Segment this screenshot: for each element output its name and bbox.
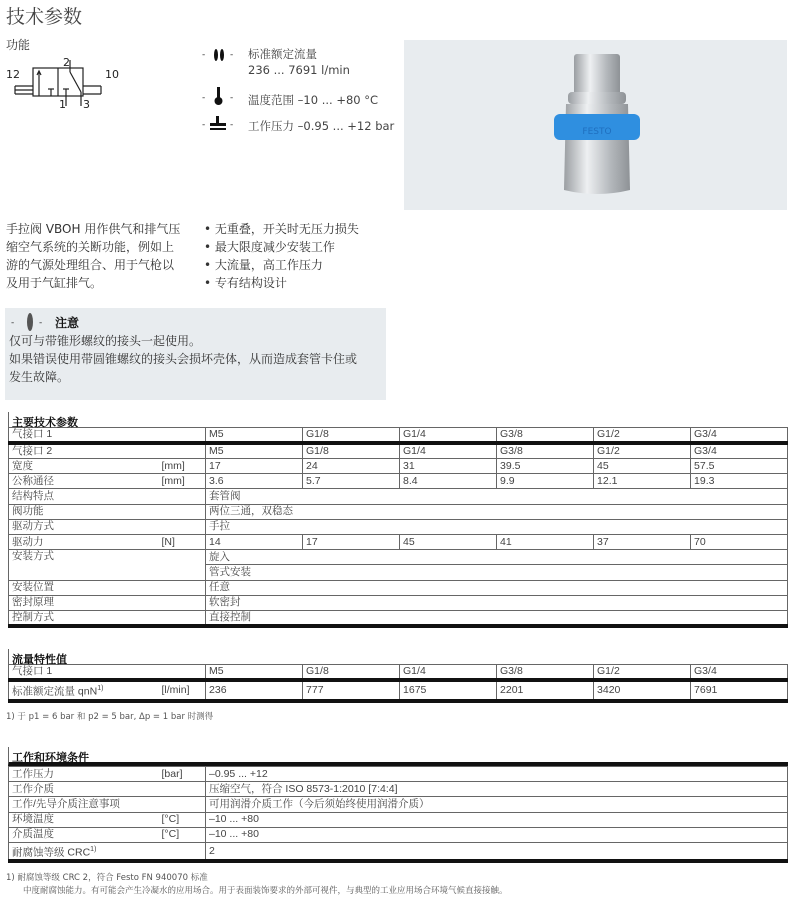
port-3-label: 3 (83, 98, 90, 111)
table-cell: 工作压力 (9, 767, 159, 782)
feature-item: • 专有结构设计 (204, 276, 287, 290)
table-cell: G1/4 (400, 428, 497, 444)
table-row (9, 519, 788, 534)
warning-icon (9, 312, 49, 332)
table-cell (159, 504, 206, 519)
table-cell: 安装位置 (9, 580, 159, 595)
table-cell: 7691 (691, 680, 788, 701)
notice-line: 如果错误使用带圆锥螺纹的接头会损坏壳体，从而造成套管卡住或 (9, 352, 358, 366)
notice-line: 仅可与带锥形螺纹的接头一起使用。 (9, 334, 202, 348)
table-cell: 45 (594, 459, 691, 474)
function-label: 功能 (6, 38, 31, 52)
table-cell: 57.5 (691, 459, 788, 474)
table-title: 流量特性值 (8, 649, 788, 664)
table-cell: M5 (206, 428, 303, 444)
table-cell (159, 842, 206, 861)
table-cell (159, 519, 206, 534)
table-cell: [bar] (159, 767, 206, 782)
env-footnote-1: 1) 耐腐蚀等级 CRC 2，符合 Festo FN 940070 标准 (6, 873, 208, 883)
table-cell: G1/8 (303, 443, 400, 459)
table-cell: 2201 (497, 680, 594, 701)
pressure-label: 工作压力 (248, 119, 294, 133)
flow-footnote: 1) 于 p1 = 6 bar 和 p2 = 5 bar, Δp = 1 bar 时测得 (6, 712, 214, 722)
port-1-label: 1 (59, 98, 66, 111)
port-2-label: 2 (63, 56, 70, 69)
svg-text:-: - (230, 50, 234, 60)
table-cell: [°C] (159, 827, 206, 842)
table-cell: 驱动方式 (9, 519, 159, 534)
table-header-row: 气接口 1 M5 G1/8 G1/4 G3/8 G1/2 G3/4 (9, 665, 788, 681)
table-row (9, 580, 788, 595)
table-cell: 17 (206, 459, 303, 474)
svg-text:-: - (39, 318, 43, 328)
table-cell: 宽度 (9, 459, 159, 474)
table-cell (159, 595, 206, 610)
table-row (9, 610, 788, 626)
table-row (9, 782, 788, 797)
table-cell: M5 (206, 443, 303, 459)
valve-symbol (6, 56, 119, 112)
table-cell: 两位三通，双稳态 (206, 504, 788, 519)
pressure-icon (200, 113, 240, 133)
table-row (9, 489, 788, 504)
table-cell: 气接口 2 (9, 443, 159, 459)
table-cell: 777 (303, 680, 400, 701)
table-cell: [°C] (159, 812, 206, 827)
flow-label: 标准额定流量 (248, 47, 317, 61)
table-cell: 3420 (594, 680, 691, 701)
table-cell: 24 (303, 459, 400, 474)
flow-value: 236 ... 7691 l/min (248, 63, 350, 77)
thermometer-icon (200, 86, 240, 106)
table-cell (159, 550, 206, 580)
table-cell: G1/2 (594, 665, 691, 681)
table-row (9, 443, 788, 459)
table-cell: G3/8 (497, 443, 594, 459)
table-cell: 公称通径 (9, 474, 159, 489)
table-cell: 5.7 (303, 474, 400, 489)
temperature-value: –10 ... +80 °C (297, 93, 379, 107)
svg-text:-: - (202, 120, 206, 130)
table-cell: 驱动力 (9, 534, 159, 549)
description-line: 手拉阀 VBOH 用作供气和排气压 (6, 222, 181, 236)
table-cell: 套管阀 (206, 489, 788, 504)
table-cell: G3/4 (691, 665, 788, 681)
brand-logo: FESTO (582, 127, 612, 137)
svg-text:-: - (202, 93, 206, 103)
table-cell: 3.6 (206, 474, 303, 489)
table-cell: M5 (206, 665, 303, 681)
table-cell: 旋入 (206, 550, 788, 565)
table-cell: –0.95 ... +12 (206, 767, 788, 782)
table-cell: 236 (206, 680, 303, 701)
table-cell: 45 (400, 534, 497, 549)
table-cell (159, 610, 206, 626)
table-cell: 12.1 (594, 474, 691, 489)
table-cell (159, 443, 206, 459)
table-cell: 工作介质 (9, 782, 159, 797)
svg-text:-: - (11, 318, 15, 328)
table-title: 主要技术参数 (8, 412, 788, 427)
table-row (9, 595, 788, 610)
page-title: 技术参数 (6, 6, 83, 28)
table-cell (159, 782, 206, 797)
table-cell: 压缩空气，符合 ISO 8573-1:2010 [7:4:4] (206, 782, 788, 797)
table-cell: 37 (594, 534, 691, 549)
port-10-label: 10 (105, 68, 119, 81)
table-cell: 结构特点 (9, 489, 159, 504)
table-row (9, 842, 788, 861)
table-cell: 1675 (400, 680, 497, 701)
table-cell: 阀功能 (9, 504, 159, 519)
table-row (9, 797, 788, 812)
table-cell: 控制方式 (9, 610, 159, 626)
table-header-row: 气接口 1 M5 G1/8 G1/4 G3/8 G1/2 G3/4 (9, 428, 788, 444)
table-cell: 9.9 (497, 474, 594, 489)
table-cell: 31 (400, 459, 497, 474)
table-row (9, 459, 788, 474)
table-cell: [mm] (159, 474, 206, 489)
table-cell: G1/4 (400, 443, 497, 459)
pressure-value: –0.95 ... +12 bar (297, 119, 395, 133)
table-row (9, 550, 788, 565)
description-line: 及用于气缸排气。 (6, 276, 103, 290)
table-cell: G1/4 (400, 665, 497, 681)
flow-icon (200, 45, 240, 65)
table-cell (159, 797, 206, 812)
table-cell: 密封原理 (9, 595, 159, 610)
table-row (9, 767, 788, 782)
table-title: 工作和环境条件 (8, 747, 788, 766)
table-cell: 耐腐蚀等级 CRC$^{1)}$ (9, 842, 159, 861)
table-row (9, 827, 788, 842)
env-footnote-2: 中度耐腐蚀能力。有可能会产生冷凝水的应用场合。用于表面装饰要求的外部可视件，与典型的工业应用场合环境气候直接接触。 (23, 886, 508, 896)
table-cell: 70 (691, 534, 788, 549)
description-line: 游的气源处理组合、用于气枪以 (6, 258, 175, 272)
table-cell: –10 ... +80 (206, 812, 788, 827)
feature-item: • 最大限度减少安装工作 (204, 240, 335, 254)
table-cell: 14 (206, 534, 303, 549)
svg-text:-: - (230, 120, 234, 130)
feature-item: • 大流量，高工作压力 (204, 258, 323, 272)
table-cell: G1/2 (594, 443, 691, 459)
table-cell: G1/2 (594, 428, 691, 444)
table-cell: 介质温度 (9, 827, 159, 842)
svg-text:-: - (230, 93, 234, 103)
table-cell: 安装方式 (9, 550, 159, 580)
table-row (9, 534, 788, 549)
table-cell: 环境温度 (9, 812, 159, 827)
table-row (9, 812, 788, 827)
table-cell: G3/4 (691, 428, 788, 444)
notice-title: 注意 (55, 316, 80, 330)
table-cell: 17 (303, 534, 400, 549)
table-cell: [mm] (159, 459, 206, 474)
table-cell: G3/8 (497, 428, 594, 444)
table-row: 标准额定流量 qnN$^{1)}$ [l/min] 236 777 1675 2201 3420 7691 (9, 680, 788, 701)
table-row (9, 504, 788, 519)
notice-box (5, 308, 386, 400)
table-cell: 管式安装 (206, 565, 788, 580)
notice-line: 发生故障。 (9, 370, 70, 384)
table-cell: 41 (497, 534, 594, 549)
table-cell: 2 (206, 842, 788, 861)
temperature-label: 温度范围 (248, 93, 294, 107)
table-cell: 直接控制 (206, 610, 788, 626)
table-cell: 软密封 (206, 595, 788, 610)
flow-table (8, 649, 788, 703)
port-12-label: 12 (6, 68, 20, 81)
table-cell: –10 ... +80 (206, 827, 788, 842)
table-cell (159, 580, 206, 595)
environment-table (8, 747, 788, 863)
table-cell: [N] (159, 534, 206, 549)
table-cell: G3/8 (497, 665, 594, 681)
table-cell: 工作/先导介质注意事项 (9, 797, 159, 812)
table-cell (159, 489, 206, 504)
table-cell: G1/8 (303, 428, 400, 444)
svg-text:-: - (202, 50, 206, 60)
table-cell: 手拉 (206, 519, 788, 534)
main-spec-table (8, 412, 788, 628)
table-cell: G1/8 (303, 665, 400, 681)
table-cell: 19.3 (691, 474, 788, 489)
table-cell: 任意 (206, 580, 788, 595)
table-cell: 8.4 (400, 474, 497, 489)
product-image (404, 40, 787, 210)
feature-item: • 无重叠，开关时无压力损失 (204, 222, 359, 236)
table-cell: 39.5 (497, 459, 594, 474)
table-cell: G3/4 (691, 443, 788, 459)
table-cell: 可用润滑介质工作（今后须始终使用润滑介质） (206, 797, 788, 812)
description-line: 缩空气系统的关断功能，例如上 (6, 240, 175, 254)
table-row (9, 474, 788, 489)
